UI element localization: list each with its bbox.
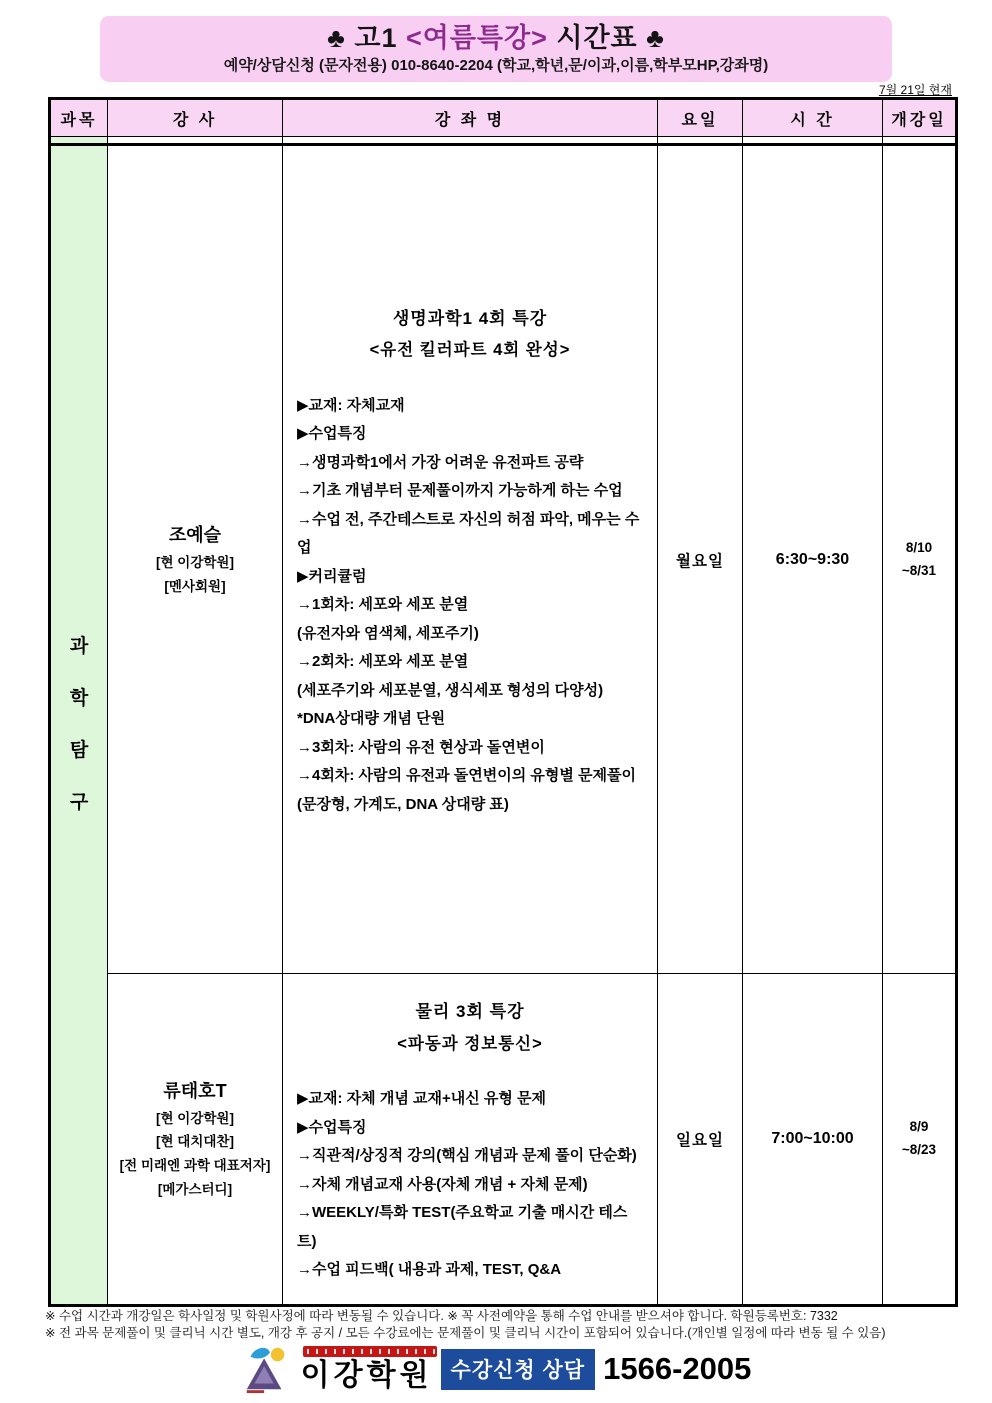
page-title bbox=[100, 22, 892, 56]
start-date-line1: 8/10 bbox=[905, 539, 933, 555]
start-date-line2: ~8/31 bbox=[901, 562, 937, 578]
spacer-cell bbox=[743, 137, 883, 146]
timetable bbox=[48, 97, 958, 1307]
column-header-instructor: 강 사 bbox=[108, 100, 283, 137]
course-cell-row2 bbox=[283, 974, 658, 1304]
text-line: ▶수업특징 bbox=[297, 425, 367, 443]
instructor-cell-row2 bbox=[108, 974, 283, 1304]
text-line: [멘사회원] bbox=[164, 578, 226, 594]
instructor-details bbox=[156, 551, 234, 598]
text-line: →기초 개념부터 문제풀이까지 가능하게 하는 수업 bbox=[297, 482, 623, 500]
course-description bbox=[297, 1085, 643, 1285]
instructor-name: 조예슬 bbox=[168, 524, 222, 545]
text-line: →수업 전, 주간테스트로 자신의 허점 파악, 메우는 수업 bbox=[297, 510, 640, 557]
text-line: [현 이강학원] bbox=[156, 554, 234, 570]
course-title: 물리 3회 특강 bbox=[415, 1002, 525, 1022]
column-header-course: 강 좌 명 bbox=[283, 100, 658, 137]
day-cell-row1 bbox=[658, 146, 743, 974]
text-line: →WEEKLY/특화 TEST(주요학교 기출 매시간 테스트) bbox=[297, 1204, 628, 1250]
course-description bbox=[297, 392, 643, 820]
text-line: →자체 개념교재 사용(자체 개념 + 자체 문제) bbox=[297, 1175, 588, 1193]
text-line: [메가스터디] bbox=[157, 1181, 233, 1197]
course-cell-row1 bbox=[283, 146, 658, 974]
day-cell-row2 bbox=[658, 974, 743, 1304]
start-date-line2: ~8/23 bbox=[901, 1142, 937, 1157]
spacer-cell bbox=[283, 137, 658, 146]
start-date-cell-row1 bbox=[883, 146, 955, 974]
time-cell-row1 bbox=[743, 146, 883, 974]
column-header-time: 시 간 bbox=[743, 100, 883, 137]
title-banner bbox=[100, 16, 892, 82]
text-line: [현 이강학원] bbox=[156, 1110, 234, 1126]
academy-name: 이강학원 bbox=[300, 1359, 433, 1392]
enrollment-consult-label: 수강신청 상담 bbox=[441, 1349, 596, 1390]
spacer-cell bbox=[658, 137, 743, 146]
academy-logo-icon bbox=[241, 1343, 293, 1395]
subject-cell-science bbox=[51, 146, 108, 1304]
time-value: 7:00~10:00 bbox=[771, 1130, 854, 1147]
text-line: →2회차: 세포와 세포 분열 bbox=[297, 653, 469, 671]
time-value: 6:30~9:30 bbox=[775, 550, 850, 568]
instructor-details bbox=[120, 1107, 271, 1202]
footnotes bbox=[45, 1308, 965, 1342]
text-line: →3회차: 사람의 유전 현상과 돌연변이 bbox=[297, 738, 545, 756]
text-line: ※ 수업 시간과 개강일은 학사일정 및 학원사정에 따라 변동될 수 있습니다. ※ 꼭 사전예약을 통해 수업 안내를 받으셔야 합니다. 학원등록번호: 7332 bbox=[45, 1309, 838, 1323]
text-line: (세포주기와 세포분열, 생식세포 형성의 다양성) bbox=[297, 681, 604, 699]
instructor-cell-row1 bbox=[108, 146, 283, 974]
course-subtitle: <유전 킬러파트 4회 완성> bbox=[369, 341, 571, 360]
text-line: (유전자와 염색체, 세포주기) bbox=[297, 624, 479, 642]
text-line: ▶교재: 자체 개념 교재+내신 유형 문제 bbox=[297, 1090, 546, 1108]
consult-phone-number: 1566-2005 bbox=[603, 1351, 752, 1386]
text-line: →수업 피드백( 내용과 과제, TEST, Q&A bbox=[297, 1261, 562, 1279]
text-line: →4회차: 사람의 유전과 돌연변이의 유형별 문제풀이 bbox=[297, 767, 636, 785]
column-header-day: 요일 bbox=[658, 100, 743, 137]
day-value: 월요일 bbox=[676, 552, 724, 570]
text-line: ▶교재: 자체교재 bbox=[297, 396, 405, 414]
spacer-cell bbox=[51, 137, 108, 146]
text-line: →1회차: 세포와 세포 분열 bbox=[297, 596, 469, 614]
spacer-cell bbox=[108, 137, 283, 146]
course-subtitle: <파동과 정보통신> bbox=[397, 1034, 543, 1053]
day-value: 일요일 bbox=[676, 1132, 724, 1149]
course-title: 생명과학1 4회 특강 bbox=[392, 308, 548, 328]
title-suffix: 시간표 ♣ bbox=[547, 23, 665, 53]
text-line: ※ 전 과목 문제풀이 및 클리닉 시간 별도, 개강 후 공지 / 모든 수강료에는 문제풀이 및 클리닉 시간이 포함되어 있습니다.(개인별 일정에 따라 변동 될 수 있음) bbox=[45, 1325, 886, 1340]
text-line: [현 대치대찬] bbox=[156, 1134, 234, 1150]
text-line: *DNA상대량 개념 단원 bbox=[297, 710, 446, 728]
text-line: ▶수업특징 bbox=[297, 1118, 367, 1136]
logo-red-banner bbox=[303, 1346, 437, 1357]
footer-logo-bar bbox=[0, 1343, 992, 1395]
text-line: [전 미래엔 과학 대표저자] bbox=[119, 1158, 271, 1173]
time-cell-row2 bbox=[743, 974, 883, 1304]
text-line: →직관적/상징적 강의(핵심 개념과 문제 풀이 단순화) bbox=[297, 1147, 637, 1165]
as-of-date: 7월 21일 현재 bbox=[878, 83, 952, 97]
title-accent: <여름특강> bbox=[405, 23, 548, 53]
spacer-cell bbox=[883, 137, 955, 146]
start-date-cell-row2 bbox=[883, 974, 955, 1304]
column-header-start-date: 개강일 bbox=[883, 100, 955, 137]
reservation-contact-line: 예약/상담신청 (문자전용) 010-8640-2204 (학교,학년,문/이과,이름,학부모HP,강좌명) bbox=[223, 56, 769, 74]
instructor-name: 류태호T bbox=[163, 1080, 227, 1101]
academy-name-wrap bbox=[301, 1346, 433, 1392]
text-line: →생명과학1에서 가장 어려운 유전파트 공략 bbox=[297, 453, 584, 471]
title-prefix: ♣ 고1 bbox=[327, 23, 406, 53]
text-line: ▶커리큘럼 bbox=[297, 567, 367, 585]
column-header-subject: 과목 bbox=[51, 100, 108, 137]
text-line: (문장형, 가계도, DNA 상대량 표) bbox=[297, 795, 509, 813]
subject-vertical-label: 과학탐구 bbox=[69, 635, 89, 814]
start-date-line1: 8/9 bbox=[909, 1119, 929, 1135]
